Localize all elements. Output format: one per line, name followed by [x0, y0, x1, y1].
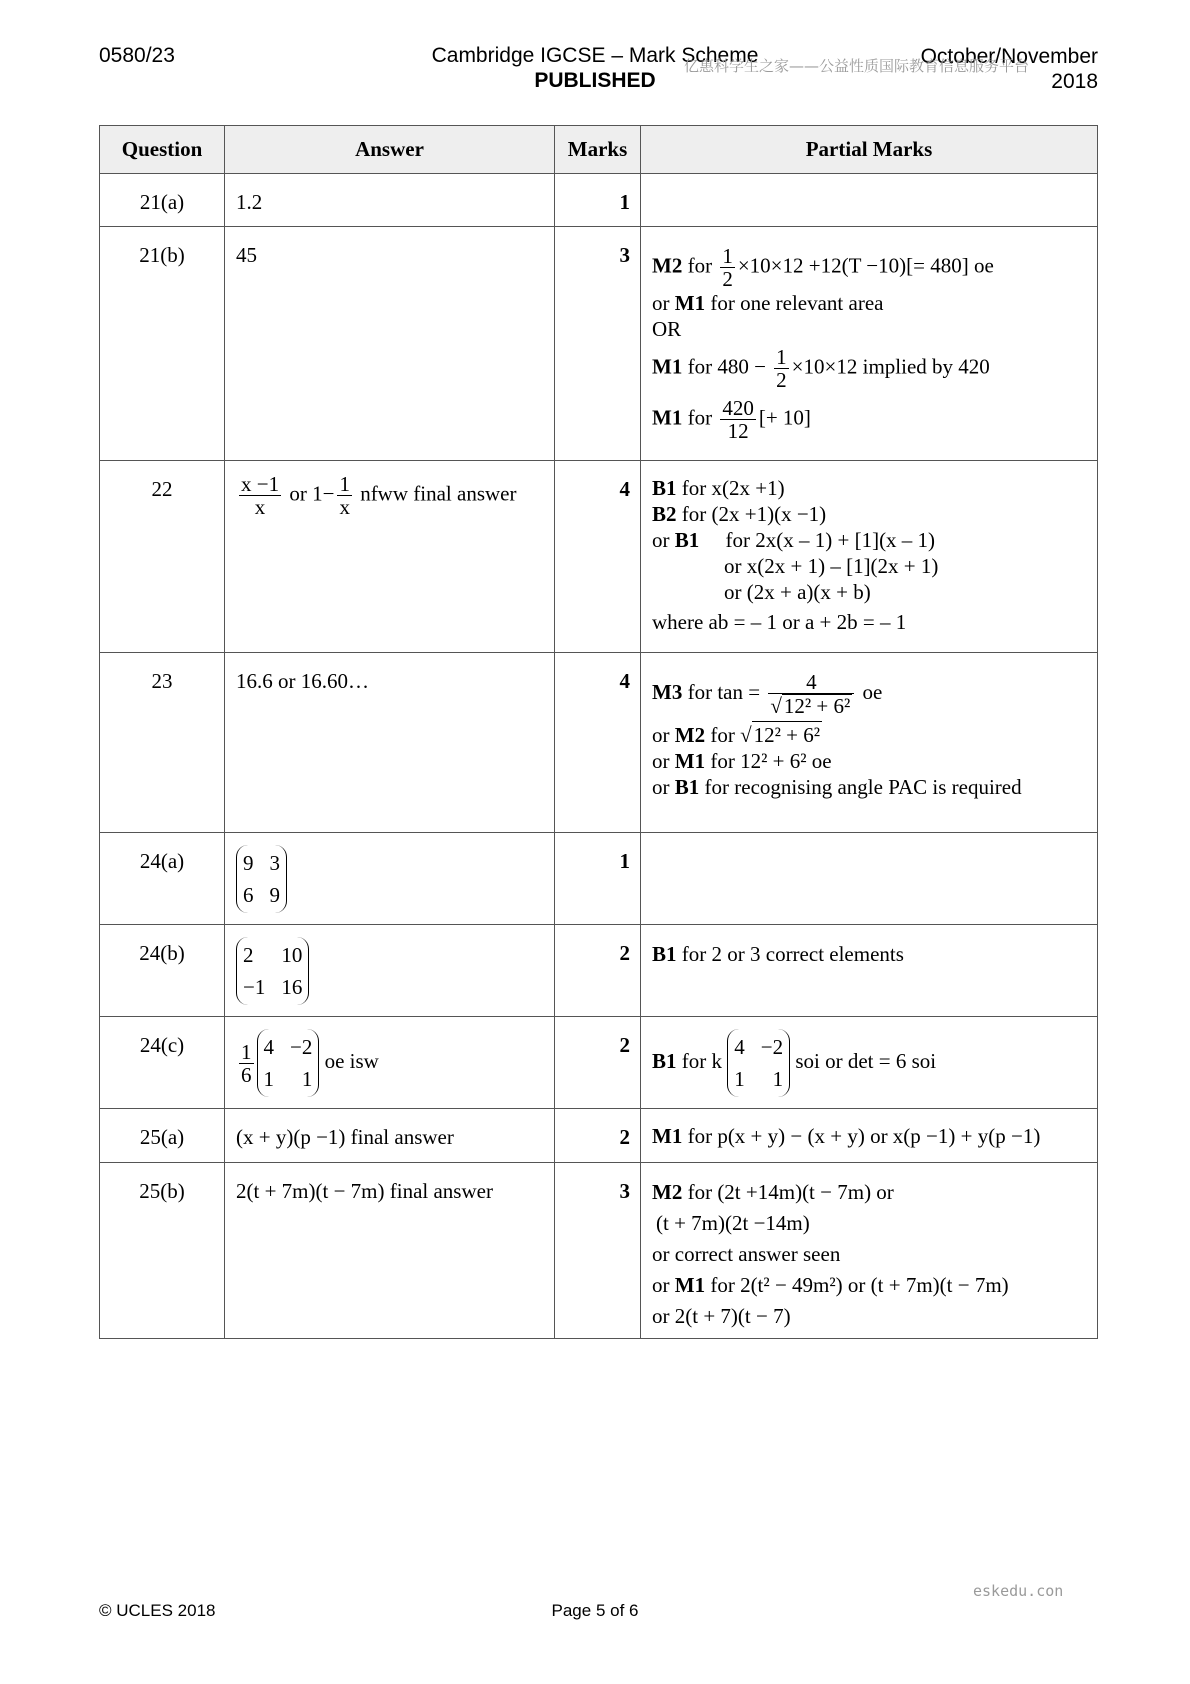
partial-line: or x(2x + 1) – [1](2x + 1)	[724, 554, 939, 578]
answer-cell	[225, 925, 555, 1017]
table-row	[100, 1163, 1098, 1339]
partial-line: M1 for $\frac{420}{12}$ [+ 10]	[652, 396, 811, 443]
partial-marks-cell	[641, 227, 1098, 461]
partial-text: for one relevant area	[710, 291, 884, 315]
table-row	[100, 174, 1098, 227]
session-year: 2018	[1051, 70, 1098, 93]
partial-line	[652, 346, 1097, 391]
marks-cell: 2	[555, 1017, 641, 1109]
partial-marks-cell	[641, 461, 1098, 653]
partial-marks-cell	[641, 653, 1098, 833]
table-header-row	[100, 126, 1098, 174]
matrix: 9 3 6 9	[236, 845, 287, 913]
partial-line: or M1 for 2(t² − 49m²) or (t + 7m)(t − 7m)	[652, 1273, 1009, 1297]
partial-marks-cell: B1 for 2 or 3 correct elements	[641, 925, 1098, 1017]
partial-line: where ab = – 1 or a + 2b = – 1	[652, 610, 907, 634]
partial-line: or correct answer seen	[652, 1242, 841, 1266]
partial-text: ×10×12 implied by 420	[791, 354, 990, 379]
answer-cell: 16.6 or 16.60…	[225, 653, 555, 833]
partial-line: B1 for x(2x +1)	[652, 476, 785, 500]
marks-cell: 4	[555, 461, 641, 653]
page-number: Page 5 of 6	[551, 1601, 639, 1620]
table-row	[100, 653, 1098, 833]
fraction: $\frac{420}{12}$	[722, 396, 754, 443]
table-row	[100, 1017, 1098, 1109]
question-cell: 24(b)	[100, 925, 225, 1017]
mark-code: M2	[652, 253, 683, 278]
question-cell: 21(b)	[100, 227, 225, 461]
partial-line: or B1 for 2x(x – 1) + [1](x – 1)	[652, 528, 936, 552]
partial-line: or M1 for one relevant area	[652, 291, 884, 315]
fraction: $\frac{1}{6}$	[241, 1039, 252, 1087]
marks-cell: 3	[555, 1163, 641, 1339]
marks-cell: 3	[555, 227, 641, 461]
mark-code: M1	[652, 405, 683, 430]
document-title: Cambridge IGCSE – Mark Scheme	[431, 44, 759, 67]
question-cell: 25(a)	[100, 1109, 225, 1163]
mark-scheme-table	[99, 125, 1098, 1339]
fraction: $\frac{1}{2}$	[722, 244, 733, 291]
partial-marks-cell: B1 for k 4 −2 1 1 soi or det = 6 soi	[641, 1017, 1098, 1109]
partial-text: [+ 10]	[758, 405, 811, 430]
answer-cell	[225, 833, 555, 925]
header-question: Question	[100, 126, 225, 174]
partial-line: or B1 for recognising angle PAC is required	[652, 775, 1022, 799]
table-row	[100, 833, 1098, 925]
partial-marks-cell: M1 for p(x + y) − (x + y) or x(p −1) + y(p −1)	[641, 1109, 1098, 1163]
copyright: © UCLES 2018	[99, 1601, 216, 1620]
question-cell: 25(b)	[100, 1163, 225, 1339]
session-month: October/November	[920, 45, 1098, 68]
published-label: PUBLISHED	[534, 69, 656, 92]
partial-text: ×10×12 +12(T −10)[= 480] oe	[737, 253, 994, 278]
table-row	[100, 227, 1098, 461]
matrix: 4 −2 1 1	[257, 1029, 320, 1097]
fraction: $\frac{x -1}{x}$	[241, 472, 280, 519]
question-cell: 22	[100, 461, 225, 653]
marks-cell: 1	[555, 174, 641, 227]
partial-line: (t + 7m)(2t −14m)	[656, 1211, 810, 1235]
partial-text: for	[687, 253, 713, 278]
partial-marks-cell	[641, 833, 1098, 925]
question-cell: 24(c)	[100, 1017, 225, 1109]
fraction: $\frac{1}{2}$	[776, 345, 787, 392]
watermark-text: 亿惠科学生之家——公益性质国际教育信息服务平台	[684, 57, 1030, 75]
partial-marks-cell	[641, 1163, 1098, 1339]
answer-cell: (x + y)(p −1) final answer	[225, 1109, 555, 1163]
table-row	[100, 1109, 1098, 1163]
question-cell: 24(a)	[100, 833, 225, 925]
marks-cell: 1	[555, 833, 641, 925]
question-cell: 23	[100, 653, 225, 833]
site-watermark: eskedu.con	[973, 1582, 1064, 1600]
partial-line: OR	[652, 317, 682, 341]
partial-text: for 480 −	[687, 354, 766, 379]
partial-line: B2 for (2x +1)(x −1)	[652, 502, 827, 526]
matrix: 2 10 −1 16	[236, 937, 309, 1005]
fraction: $\frac{4}{\text{√12² + 6²}}$	[768, 671, 854, 717]
partial-line: M2 for (2t +14m)(t − 7m) or	[652, 1180, 894, 1204]
partial-line: or 2(t + 7)(t − 7)	[652, 1304, 791, 1328]
partial-line: or M2 for √12² + 6²	[652, 723, 821, 747]
partial-marks-cell	[641, 174, 1098, 227]
answer-cell: 1.2	[225, 174, 555, 227]
header-marks: Marks	[555, 126, 641, 174]
mark-code: M1	[674, 291, 706, 315]
matrix: 4 −2 1 1	[727, 1029, 790, 1097]
partial-line: or (2x + a)(x + b)	[724, 580, 871, 604]
question-cell: 21(a)	[100, 174, 225, 227]
partial-line	[652, 245, 1097, 290]
marks-cell: 2	[555, 1109, 641, 1163]
answer-cell: 45	[225, 227, 555, 461]
answer-cell: $\frac{1}{6}$ 4 −2 1 1 oe isw	[225, 1017, 555, 1109]
table-row	[100, 461, 1098, 653]
marks-cell: 2	[555, 925, 641, 1017]
marks-cell: 4	[555, 653, 641, 833]
partial-line: M3 for tan = $\frac{4}{\text{√12² + 6²}}$ oe	[652, 670, 883, 718]
table-row	[100, 925, 1098, 1017]
header-partial-marks: Partial Marks	[641, 126, 1098, 174]
header-answer: Answer	[225, 126, 555, 174]
paper-code: 0580/23	[99, 44, 175, 67]
answer-cell: 2(t + 7m)(t − 7m) final answer	[225, 1163, 555, 1339]
mark-code: M1	[652, 354, 683, 379]
fraction: $\frac{1}{x}$	[339, 472, 350, 519]
partial-line: or M1 for 12² + 6² oe	[652, 749, 832, 773]
answer-cell: $\frac{x -1}{x}$ or 1− $\frac{1}{x}$ nfww final answer	[225, 461, 555, 653]
